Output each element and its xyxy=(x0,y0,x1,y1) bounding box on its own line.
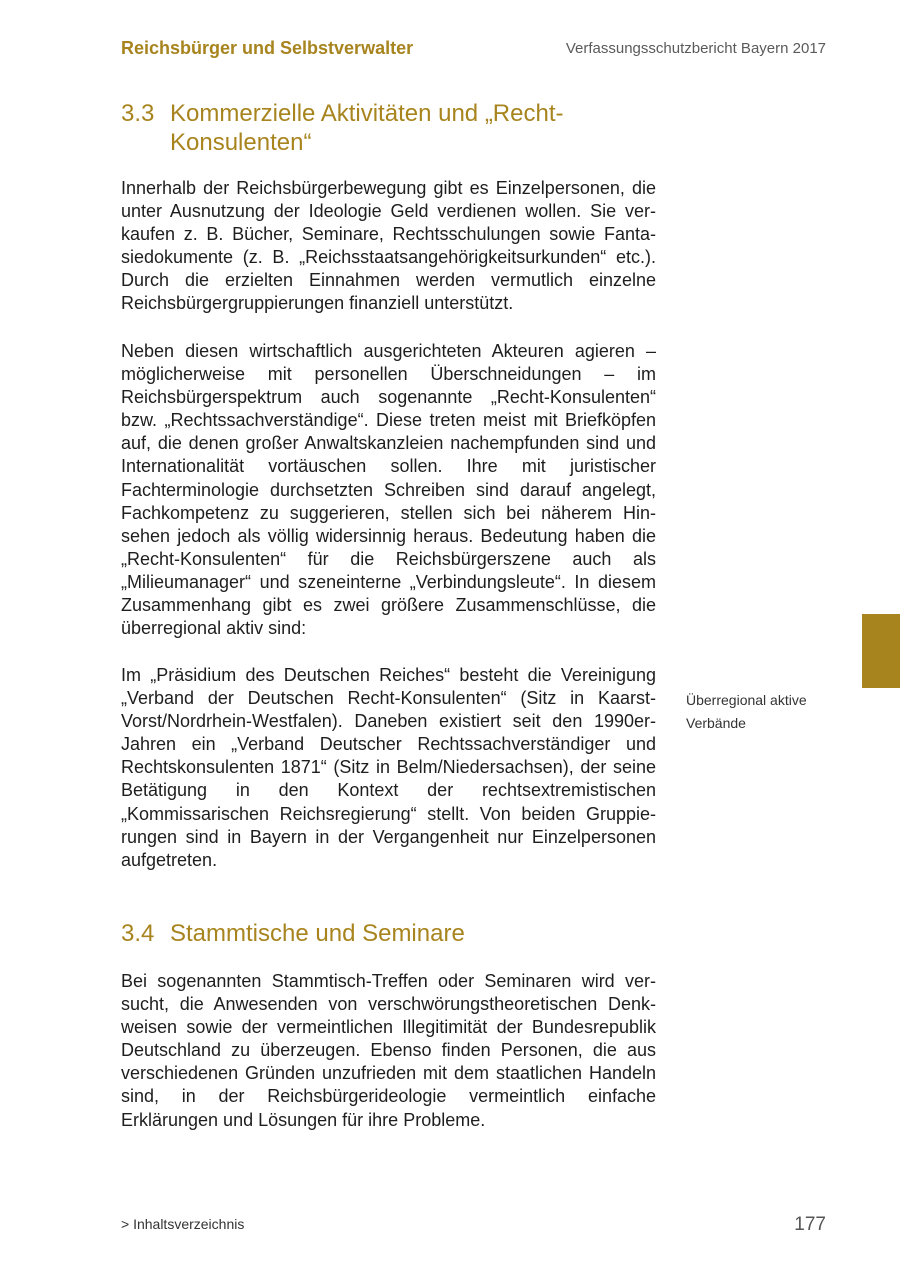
section-3-4-number: 3.4 xyxy=(121,920,155,947)
chapter-tab-marker xyxy=(862,614,900,688)
section-3-3-number: 3.3 xyxy=(121,100,155,127)
section-3-3-paragraph-2: Neben diesen wirtschaftlich ausgerichteten Akteuren agieren – möglicherweise mit personellen Überschneidungen – im Reichsbürgerspektrum auch sogenannte „Recht-Konsulenten“ bzw. „Rechtssachverständige“. Diese treten meist mit Briefköpfen auf, die denen großer Anwaltskanzleien nachempfunden sind und Internationalität vortäuschen sollen. Ihre mit juristischer Fachterminologie durchsetzten Schreiben sind darauf angelegt, Fachkompetenz zu suggerieren, stellen sich bei näherem Hinsehen jedoch als völlig widersinnig heraus. Bedeutung haben die „Recht-Konsulenten“ für die Reichsbürgerszene auch als „Milieumanager“ und szeneinterne „Verbindungsleute“. In diesem Zusammenhang gibt es zwei größere Zusammenschlüsse, die überregional aktiv sind: xyxy=(121,341,656,639)
section-3-4-paragraph-1: Bei sogenannten Stammtisch-Treffen oder Seminaren wird versucht, die Anwesenden von verschwörungstheoretischen Denkweisen sowie der vermeintlichen Illegitimität der Bundesrepublik Deutschland zu überzeugen. Ebenso finden Personen, die aus verschiedenen Gründen unzufrieden mit dem staatlichen Handeln sind, in der Reichsbürgerideologie vermeintlich einfache Erklärungen und Lösungen für ihre Probleme. xyxy=(121,971,656,1130)
running-head-chapter: Reichsbürger und Selbstverwalter xyxy=(121,38,414,58)
margin-note: Überregional aktive Verbände xyxy=(686,692,807,731)
section-3-3-paragraph-1: Innerhalb der Reichsbürgerbewegung gibt es Einzelpersonen, die unter Ausnutzung der Ideologie Geld verdienen wollen. Sie verkaufen z. B. Bücher, Seminare, Rechtsschulungen sowie Fantasiedokumente (z. B. „Reichsstaatsangehörigkeitsurkunden“ etc.). Durch die erzielten Einnahmen werden vermutlich einzelne Reichsbürgergruppierungen finanziell unterstützt. xyxy=(121,178,656,314)
section-3-4-heading xyxy=(121,919,661,948)
running-head-report-title: Verfassungsschutzbericht Bayern 2017 xyxy=(565,40,826,57)
section-3-4-title: Stammtische und Seminare xyxy=(170,920,465,947)
section-3-3-heading xyxy=(121,99,661,157)
section-3-3-title: Kommerzielle Aktivitäten und „Recht-Konsulenten“ xyxy=(170,100,564,156)
section-3-3-paragraph-3: Im „Präsidium des Deutschen Reiches“ besteht die Vereinigung „Verband der Deutschen Recht-Konsulenten“ (Sitz in Kaarst-Vorst/Nordrhein-Westfalen). Daneben existiert seit den 1990er-Jahren ein „Verband Deutscher Rechtssachverständiger und Rechtskonsulenten 1871“ (Sitz in Belm/Niedersachsen), der seine Betätigung in den Kontext der rechtsextremistischen „Kommissarischen Reichsregierung“ stellt. Von beiden Gruppierungen sind in Bayern in der Vergangenheit nur Einzelpersonen aufgetreten. xyxy=(121,665,656,870)
table-of-contents-link[interactable]: > Inhaltsverzeichnis xyxy=(121,1216,245,1232)
page-number: 177 xyxy=(794,1214,826,1235)
